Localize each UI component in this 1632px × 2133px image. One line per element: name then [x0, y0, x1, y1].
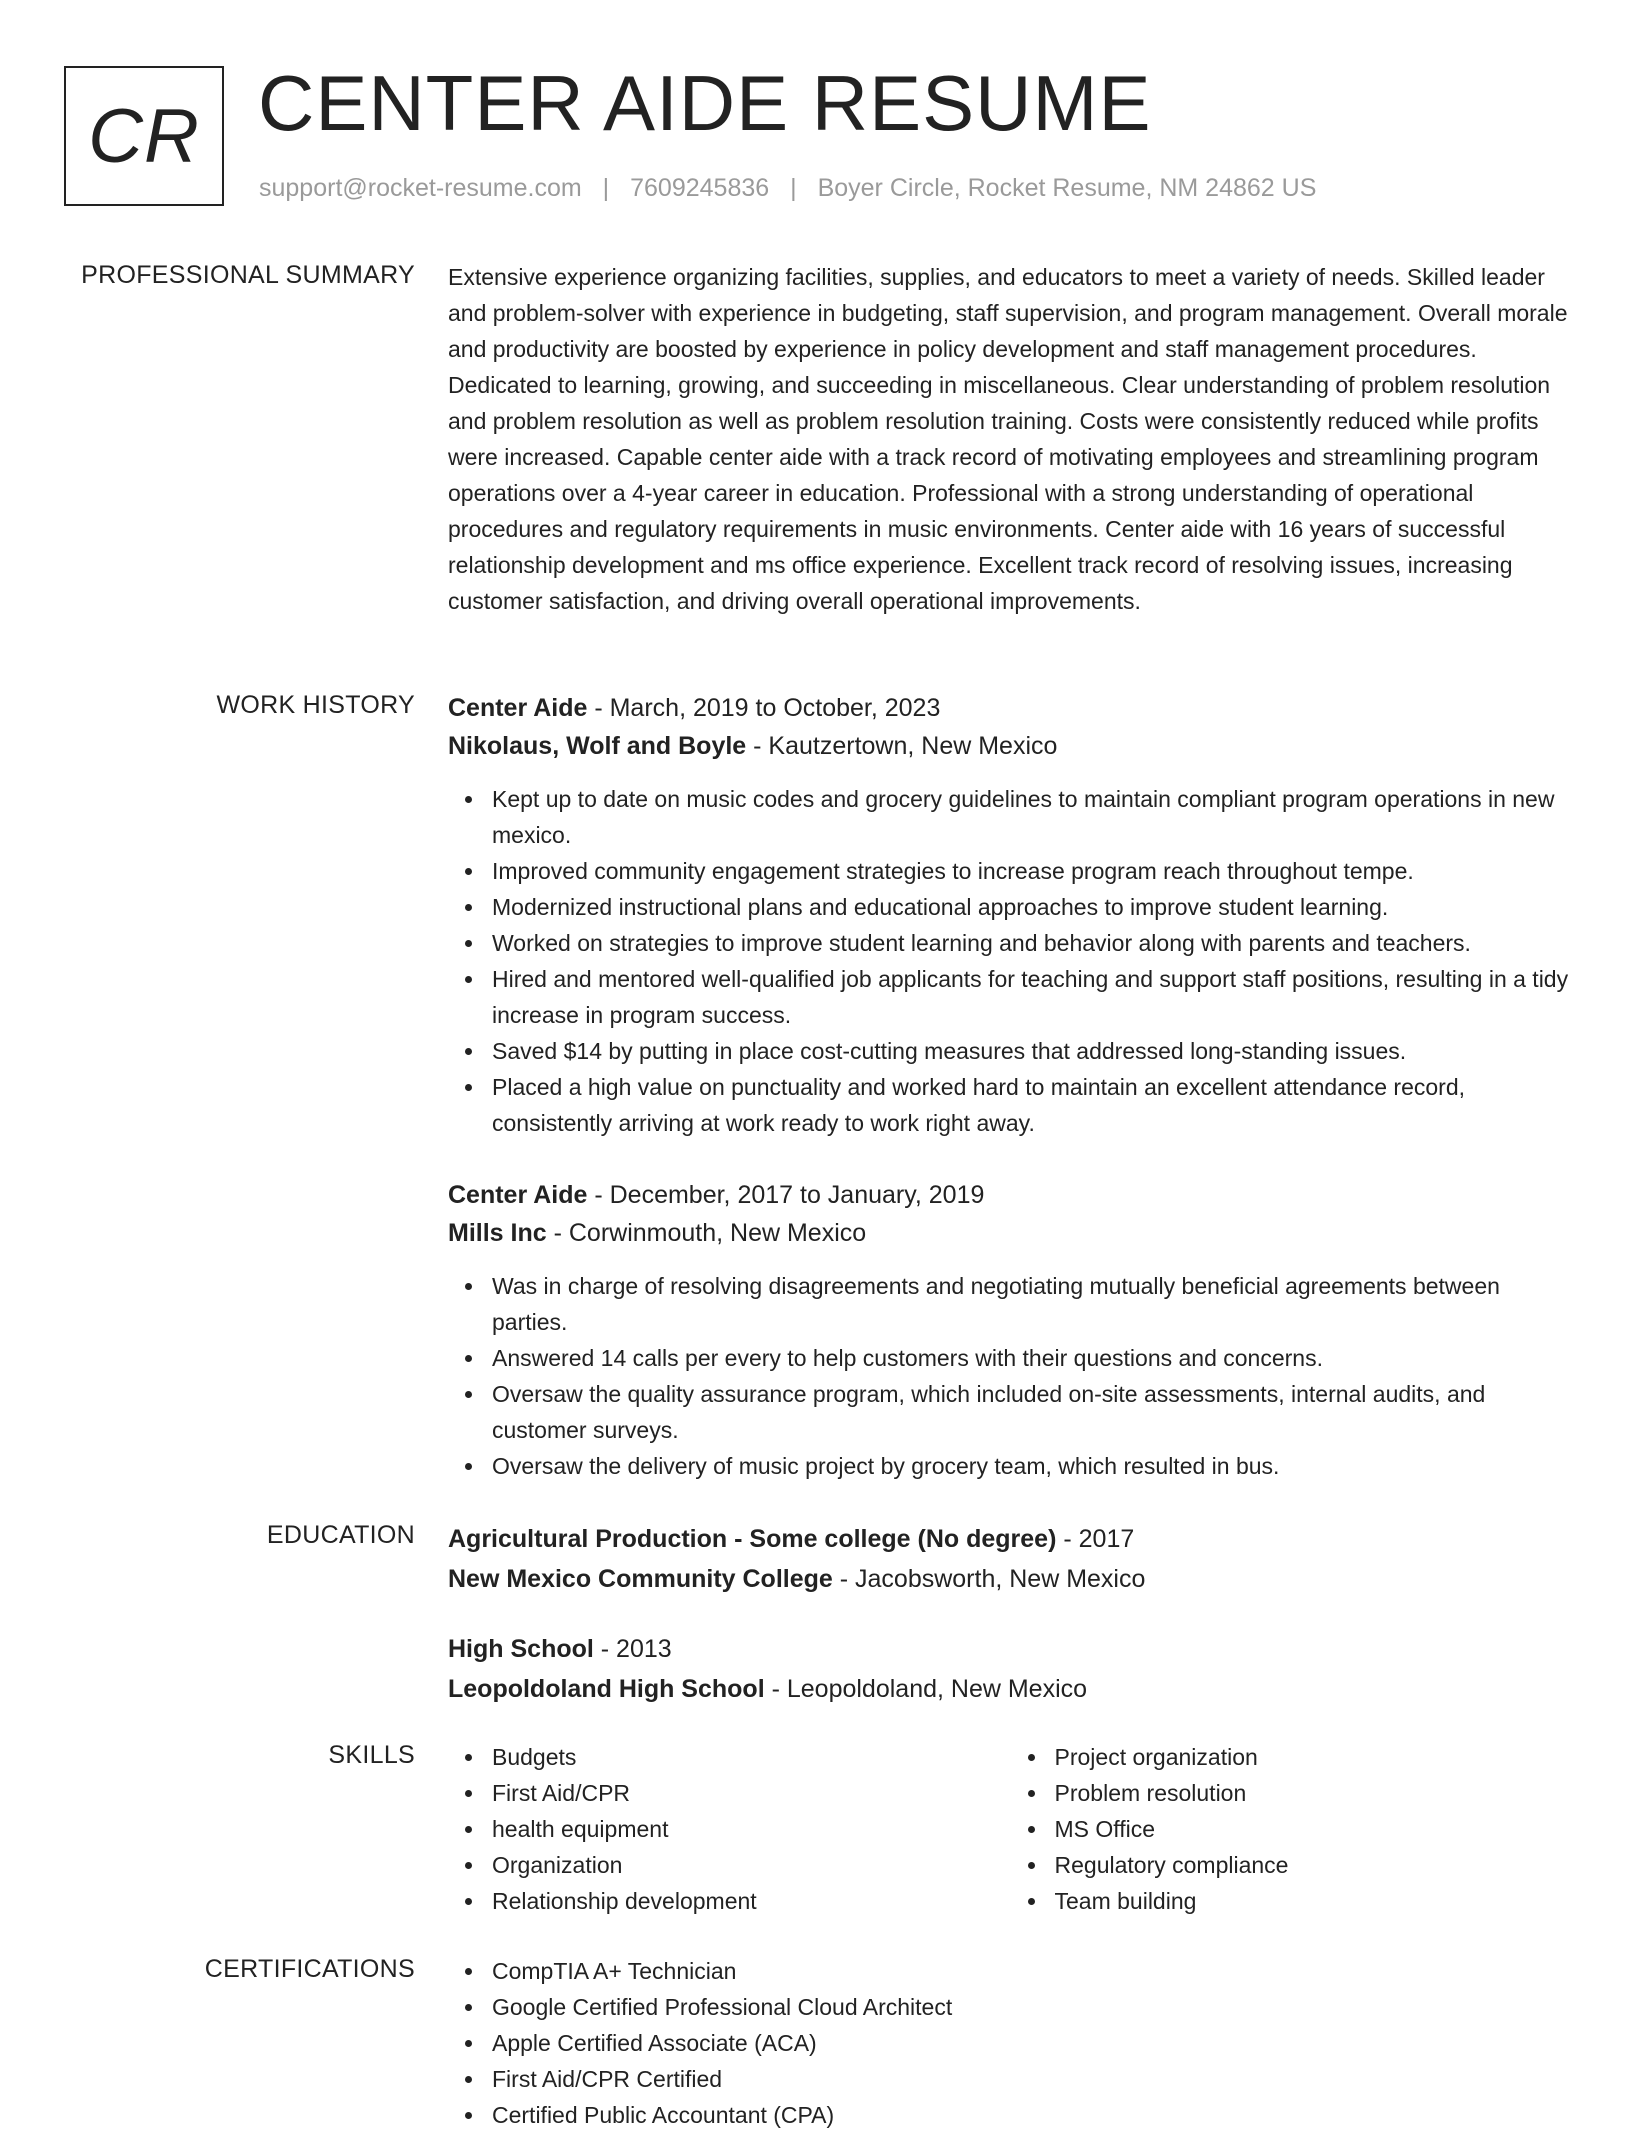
- skill-item: Problem resolution: [1055, 1775, 1574, 1811]
- school-line: [448, 1559, 1573, 1599]
- degree-name: Agricultural Production - Some college (No degree): [448, 1525, 1057, 1553]
- summary-body: [448, 259, 1573, 619]
- degree-line: [448, 1519, 1573, 1559]
- job-bullet: Was in charge of resolving disagreements and negotiating mutually beneficial agreements between parties.: [492, 1268, 1573, 1340]
- skill-item: Relationship development: [492, 1883, 1011, 1919]
- section-label-certifications: CERTIFICATIONS: [204, 1955, 415, 1983]
- employer-name: Nikolaus, Wolf and Boyle: [448, 732, 747, 760]
- degree-name: High School: [448, 1635, 594, 1663]
- monogram-logo: CR: [64, 66, 224, 206]
- skills-columns: [448, 1739, 1573, 1919]
- job-bullet: Answered 14 calls per every to help customers with their questions and concerns.: [492, 1340, 1573, 1376]
- job-dates: - March, 2019 to October, 2023: [587, 694, 941, 722]
- degree-year: - 2017: [1056, 1525, 1135, 1553]
- job-bullet: Modernized instructional plans and educational approaches to improve student learning.: [492, 889, 1573, 925]
- skill-item: MS Office: [1055, 1811, 1574, 1847]
- certification-item: CompTIA A+ Technician: [492, 1953, 1573, 1989]
- section-label-skills: SKILLS: [328, 1741, 415, 1769]
- job-bullet: Saved $14 by putting in place cost-cutting measures that addressed long-standing issues.: [492, 1033, 1573, 1069]
- job-title: Center Aide: [448, 694, 588, 722]
- skill-item: Team building: [1055, 1883, 1574, 1919]
- school-name: Leopoldoland High School: [448, 1675, 765, 1703]
- education-entry: [448, 1629, 1087, 1709]
- certification-item: Google Certified Professional Cloud Architect: [492, 1989, 1573, 2025]
- job-title-line: [448, 689, 1573, 727]
- section-label-education: EDUCATION: [266, 1521, 415, 1549]
- skill-item: Regulatory compliance: [1055, 1847, 1574, 1883]
- school-name: New Mexico Community College: [448, 1565, 833, 1593]
- job-bullet: Oversaw the delivery of music project by grocery team, which resulted in bus.: [492, 1448, 1573, 1484]
- resume-title: CENTER AIDE RESUME: [258, 59, 1152, 147]
- skill-item: health equipment: [492, 1811, 1011, 1847]
- job-bullet: Hired and mentored well-qualified job applicants for teaching and support staff positions, resulting in a tidy increase in program success.: [492, 961, 1573, 1033]
- section-label-work: WORK HISTORY: [216, 691, 415, 719]
- contact-address: Boyer Circle, Rocket Resume, NM 24862 US: [817, 174, 1317, 202]
- certifications-list: [448, 1953, 1573, 2133]
- job-bullet: Improved community engagement strategies to increase program reach throughout tempe.: [492, 853, 1573, 889]
- degree-line: [448, 1629, 1087, 1669]
- certification-item: Apple Certified Associate (ACA): [492, 2025, 1573, 2061]
- skill-item: Project organization: [1055, 1739, 1574, 1775]
- skill-item: First Aid/CPR: [492, 1775, 1011, 1811]
- skill-item: Budgets: [492, 1739, 1011, 1775]
- skills-list-left: [448, 1739, 1011, 1919]
- certification-item: First Aid/CPR Certified: [492, 2061, 1573, 2097]
- skills-body: [448, 1739, 1573, 1919]
- contact-separator: |: [602, 174, 610, 202]
- skills-list-right: [1011, 1739, 1574, 1919]
- employer-line: [448, 1214, 1573, 1252]
- job-title-line: [448, 1176, 1573, 1214]
- certification-item: Certified Public Accountant (CPA): [492, 2097, 1573, 2133]
- contact-phone[interactable]: 7609245836: [630, 174, 770, 202]
- skill-item: Organization: [492, 1847, 1011, 1883]
- degree-year: - 2013: [593, 1635, 672, 1663]
- contact-email[interactable]: support@rocket-resume.com: [259, 174, 582, 202]
- school-line: [448, 1669, 1087, 1709]
- certifications-body: [448, 1953, 1573, 2133]
- school-location: - Jacobsworth, New Mexico: [832, 1565, 1146, 1593]
- education-body: [448, 1519, 1573, 1703]
- school-location: - Leopoldoland, New Mexico: [764, 1675, 1088, 1703]
- education-entry: [448, 1519, 1573, 1599]
- employer-line: [448, 727, 1573, 765]
- employer-location: - Kautzertown, New Mexico: [746, 732, 1058, 760]
- job-title: Center Aide: [448, 1181, 588, 1209]
- job-entry: [448, 689, 1573, 1141]
- job-bullets: [448, 1268, 1573, 1484]
- job-entry: [448, 1176, 1573, 1484]
- job-bullet: Worked on strategies to improve student learning and behavior along with parents and teachers.: [492, 925, 1573, 961]
- job-bullet: Oversaw the quality assurance program, which included on-site assessments, internal audits, and customer surveys.: [492, 1376, 1573, 1448]
- job-bullets: [448, 781, 1573, 1141]
- section-label-summary: PROFESSIONAL SUMMARY: [81, 261, 415, 289]
- summary-text: Extensive experience organizing facilities, supplies, and educators to meet a variety of needs. Skilled leader and problem-solver with experience in budgeting, staff supervision, and program management. Overall morale and productivity are boosted by experience in policy development and staff management procedures. Dedicated to learning, growing, and succeeding in miscellaneous. Clear understanding of problem resolution and problem resolution as well as problem resolution training. Costs were consistently reduced while profits were increased. Capable center aide with a track record of motivating employees and streamlining program operations over a 4-year career in education. Professional with a strong understanding of operational procedures and regulatory requirements in music environments. Center aide with 16 years of successful relationship development and ms office experience. Excellent track record of resolving issues, increasing customer satisfaction, and driving overall operational improvements.: [448, 264, 1568, 614]
- contact-separator: |: [790, 174, 797, 202]
- work-body: [448, 689, 1573, 1479]
- contact-line: [259, 174, 1316, 203]
- job-bullet: Placed a high value on punctuality and worked hard to maintain an excellent attendance record, consistently arriving at work ready to work right away.: [492, 1069, 1573, 1141]
- employer-location: - Corwinmouth, New Mexico: [546, 1219, 867, 1247]
- employer-name: Mills Inc: [448, 1219, 547, 1247]
- job-dates: - December, 2017 to January, 2019: [587, 1181, 985, 1209]
- job-bullet: Kept up to date on music codes and grocery guidelines to maintain compliant program operations in new mexico.: [492, 781, 1573, 853]
